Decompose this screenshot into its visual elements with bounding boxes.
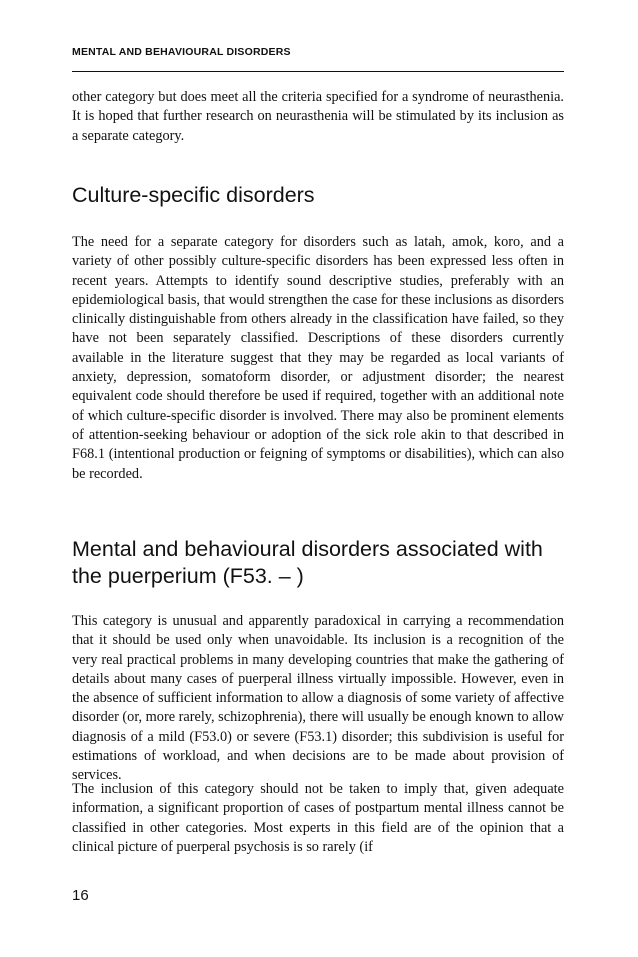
intro-paragraph: other category but does meet all the criteria specified for a syndrome of neurasthenia. It is hoped that further research on neurasthenia will be stimulated by its inclusion as a separate category. (72, 89, 564, 144)
section-heading-culture-specific: Culture-specific disorders (72, 183, 315, 207)
running-head: MENTAL AND BEHAVIOURAL DISORDERS (72, 46, 291, 58)
culture-specific-paragraph: The need for a separate category for disorders such as latah, amok, koro, and a variety of other possibly culture-specific disorders has been expressed less often in recent years. Attempts to identify sound descriptive studies, preferably with an epidemiological basis, that would strengthen the case for these inclusions as disorders clinically distinguishable from others already in the classification have failed, so they have not been separately classified. Descriptions of these disorders currently available in the literature suggest that they may be regarded as local variants of anxiety, depression, somatoform disorder, or adjustment disorder; the nearest equivalent code should therefore be used if required, together with an additional note of which culture-specific disorder is involved. There may also be prominent elements of attention-seeking behaviour or adoption of the sick role akin to that described in F68.1 (intentional production or feigning of symptoms or disabilities), which can also be recorded. (72, 234, 564, 482)
puerperium-paragraph-2: The inclusion of this category should not be taken to imply that, given adequate information, a significant proportion of cases of postpartum mental illness cannot be classified in other categories. Most experts in this field are of the opinion that a clinical picture of puerperal psychosis is so rarely (if (72, 781, 564, 855)
header-rule (72, 71, 564, 72)
puerperium-paragraph-1: This category is unusual and apparently paradoxical in carrying a recommendation that it should be used only when unavoidable. Its inclusion is a recognition of the very real practical problems in many developing countries that make the gathering of details about many cases of puerperal illness virtually impossible. However, even in the absence of sufficient information to allow a diagnosis of some variety of affective disorder (or, more rarely, schizophrenia), there will usually be enough known to allow diagnosis of a mild (F53.0) or severe (F53.1) disorder; this subdivision is useful for estimations of workload, and when decisions are to be made about provision of services. (72, 613, 564, 784)
page-number: 16 (72, 887, 89, 904)
section-heading-puerperium: Mental and behavioural disorders associated with the puerperium (F53. – ) (72, 537, 543, 588)
